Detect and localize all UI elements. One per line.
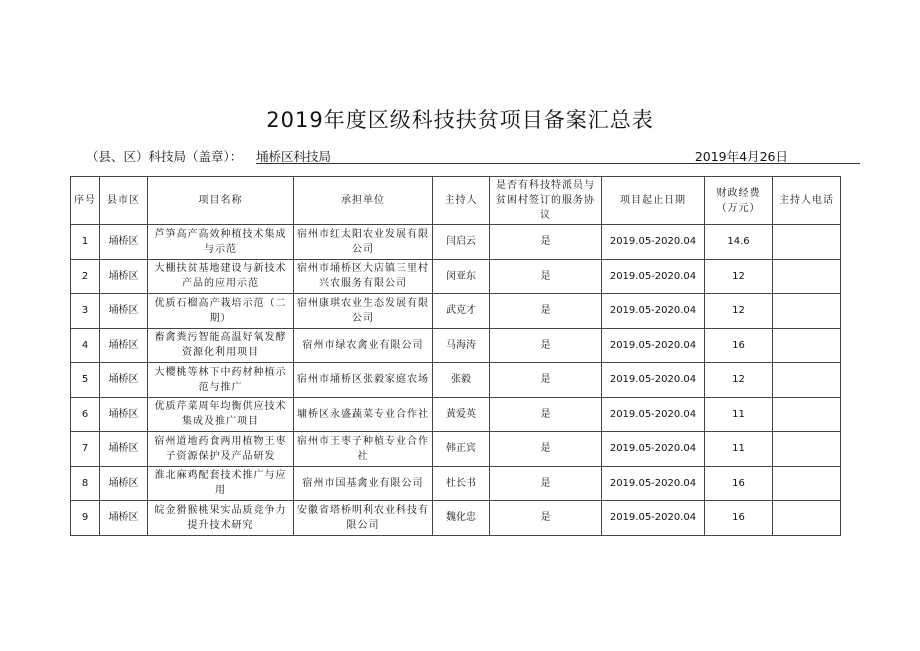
agency-name: 埇桥区科技局 — [256, 149, 332, 164]
table-row — [71, 501, 841, 536]
cell-leader: 马海涛 — [433, 328, 490, 363]
col-header-period: 项目起止日期 — [602, 177, 705, 225]
table-row — [71, 466, 841, 501]
cell-funds: 16 — [705, 501, 773, 536]
cell-funds: 16 — [705, 328, 773, 363]
table-row — [71, 397, 841, 432]
cell-district: 埇桥区 — [100, 501, 148, 536]
cell-project: 芦笋高产高效种植技术集成与示范 — [148, 225, 294, 260]
cell-period: 2019.05-2020.04 — [602, 225, 705, 260]
cell-unit: 安徽省塔桥明利农业科技有限公司 — [294, 501, 433, 536]
cell-phone — [773, 397, 841, 432]
cell-period: 2019.05-2020.04 — [602, 501, 705, 536]
col-header-phone: 主持人电话 — [773, 177, 841, 225]
cell-project: 大棚扶贫基地建设与新技术产品的应用示范 — [148, 259, 294, 294]
table-row — [71, 259, 841, 294]
cell-project: 大樱桃等林下中药材种植示范与推广 — [148, 363, 294, 398]
table-row — [71, 328, 841, 363]
table-row — [71, 363, 841, 398]
cell-no: 8 — [71, 466, 100, 501]
cell-period: 2019.05-2020.04 — [602, 259, 705, 294]
cell-agreement: 是 — [490, 225, 602, 260]
cell-unit: 宿州康琪农业生态发展有限公司 — [294, 294, 433, 329]
cell-phone — [773, 225, 841, 260]
cell-funds: 12 — [705, 363, 773, 398]
table-row — [71, 294, 841, 329]
cell-district: 埇桥区 — [100, 225, 148, 260]
cell-unit: 墉桥区永盛蔬菜专业合作社 — [294, 397, 433, 432]
col-header-unit: 承担单位 — [294, 177, 433, 225]
col-header-agreement: 是否有科技特派员与贫困村签订的服务协议 — [490, 177, 602, 225]
cell-phone — [773, 363, 841, 398]
cell-phone — [773, 259, 841, 294]
cell-project: 畜禽粪污智能高温好氧发酵资源化利用项目 — [148, 328, 294, 363]
cell-funds: 11 — [705, 397, 773, 432]
subheader — [86, 147, 786, 165]
cell-period: 2019.05-2020.04 — [602, 466, 705, 501]
cell-no: 7 — [71, 432, 100, 467]
col-header-no: 序号 — [71, 177, 100, 225]
cell-funds: 14.6 — [705, 225, 773, 260]
cell-period: 2019.05-2020.04 — [602, 397, 705, 432]
cell-no: 3 — [71, 294, 100, 329]
cell-leader: 武克才 — [433, 294, 490, 329]
cell-project: 宿州道地药食两用植物王枣子资源保护及产品研发 — [148, 432, 294, 467]
cell-no: 4 — [71, 328, 100, 363]
cell-agreement: 是 — [490, 466, 602, 501]
cell-agreement: 是 — [490, 259, 602, 294]
col-header-funds: 财政经费（万元） — [705, 177, 773, 225]
cell-district: 埇桥区 — [100, 432, 148, 467]
table-row — [71, 432, 841, 467]
cell-phone — [773, 294, 841, 329]
subheader-label: （县、区）科技局（盖章）： — [86, 149, 243, 164]
cell-unit: 宿州市埇桥区大店镇三里村兴农服务有限公司 — [294, 259, 433, 294]
cell-period: 2019.05-2020.04 — [602, 432, 705, 467]
page-title: 2019年度区级科技扶贫项目备案汇总表 — [266, 108, 654, 132]
cell-district: 埇桥区 — [100, 466, 148, 501]
cell-no: 5 — [71, 363, 100, 398]
cell-agreement: 是 — [490, 294, 602, 329]
col-header-project: 项目名称 — [148, 177, 294, 225]
cell-no: 6 — [71, 397, 100, 432]
cell-period: 2019.05-2020.04 — [602, 294, 705, 329]
cell-project: 优质石榴高产栽培示范（二期） — [148, 294, 294, 329]
cell-leader: 魏化忠 — [433, 501, 490, 536]
report-date: 2019年4月26日 — [694, 149, 788, 164]
cell-funds: 12 — [705, 259, 773, 294]
cell-funds: 11 — [705, 432, 773, 467]
cell-unit: 宿州市红太阳农业发展有限公司 — [294, 225, 433, 260]
cell-district: 埇桥区 — [100, 328, 148, 363]
summary-table — [70, 176, 841, 536]
cell-project: 优质芹菜周年均衡供应技术集成及推广项目 — [148, 397, 294, 432]
cell-project: 皖金猾猴桃果实品质竞争力提升技术研究 — [148, 501, 294, 536]
table-header-row — [71, 177, 841, 225]
cell-phone — [773, 501, 841, 536]
cell-unit: 宿州市王枣子种植专业合作社 — [294, 432, 433, 467]
cell-no: 2 — [71, 259, 100, 294]
cell-period: 2019.05-2020.04 — [602, 328, 705, 363]
cell-agreement: 是 — [490, 363, 602, 398]
cell-unit: 宿州市埇桥区张毅家庭农场 — [294, 363, 433, 398]
col-header-district: 县市区 — [100, 177, 148, 225]
cell-district: 埇桥区 — [100, 397, 148, 432]
cell-leader: 杜长书 — [433, 466, 490, 501]
table-row — [71, 225, 841, 260]
cell-project: 淮北麻鸡配套技术推广与应用 — [148, 466, 294, 501]
cell-leader: 韩正宾 — [433, 432, 490, 467]
cell-funds: 16 — [705, 466, 773, 501]
cell-no: 1 — [71, 225, 100, 260]
cell-unit: 宿州市国基禽业有限公司 — [294, 466, 433, 501]
cell-no: 9 — [71, 501, 100, 536]
cell-phone — [773, 432, 841, 467]
cell-period: 2019.05-2020.04 — [602, 363, 705, 398]
cell-agreement: 是 — [490, 432, 602, 467]
cell-phone — [773, 328, 841, 363]
cell-leader: 黄爱英 — [433, 397, 490, 432]
cell-agreement: 是 — [490, 501, 602, 536]
col-header-leader: 主持人 — [433, 177, 490, 225]
cell-district: 埇桥区 — [100, 363, 148, 398]
cell-funds: 12 — [705, 294, 773, 329]
cell-leader: 闫启云 — [433, 225, 490, 260]
cell-unit: 宿州市绿农禽业有限公司 — [294, 328, 433, 363]
cell-phone — [773, 466, 841, 501]
cell-district: 埇桥区 — [100, 259, 148, 294]
cell-leader: 闵亚东 — [433, 259, 490, 294]
cell-agreement: 是 — [490, 328, 602, 363]
cell-leader: 张毅 — [433, 363, 490, 398]
cell-agreement: 是 — [490, 397, 602, 432]
cell-district: 埇桥区 — [100, 294, 148, 329]
